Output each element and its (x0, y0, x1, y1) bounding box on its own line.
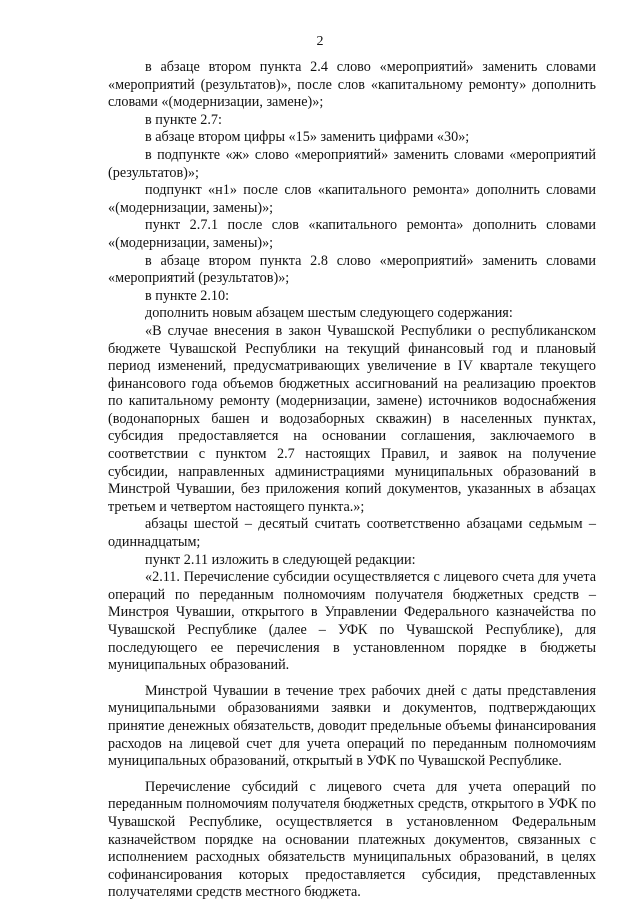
paragraph-item-2-4: в абзаце втором пункта 2.4 слово «мероприятий» заменить словами «мероприятий (результатов)», после слов «капитальному ремонту» дополнить словами «(модернизации, замене)»; (108, 59, 596, 111)
document-body (108, 59, 596, 902)
paragraph-subitem-zh: в подпункте «ж» слово «мероприятий» заменить словами «мероприятий (результатов)»; (108, 146, 596, 181)
paragraph-item-2-7-1: пункт 2.7.1 после слов «капитального ремонта» дополнить словами «(модернизации, замены)»; (108, 217, 596, 251)
paragraph-item-2-7: в пункте 2.7: (145, 111, 222, 128)
paragraph-renumbering: абзацы шестой – десятый считать соответственно абзацами седьмым – одиннадцатым; (108, 516, 596, 551)
paragraph-item-2-10: в пункте 2.10: (145, 287, 230, 304)
paragraph-item-2-11-text: «2.11. Перечисление субсидии осуществляется с лицевого счета для учета операций по переданным полномочиям получателя бюджетных средств – Минстроя Чувашии, открытого в Управлении Федерального казначейства по Чувашской Республике (далее – УФК по Чувашской Республике), для последующего ее перечисления в установленном порядке в бюджеты муниципальных образований. (108, 569, 596, 674)
paragraph-subsidy-transfer: Перечисление субсидий с лицевого счета для учета операций по переданным полномочиям получателя бюджетных средств, открытого в УФК по Чувашской Республике, осуществляется в установленном Федеральным казначейством порядке на основании платежных документов, связанных с исполнением расходных обязательств муниципальных образований, в целях софинансирования которых предоставляется субсидия, представленных получателями средств местного бюджета. (108, 778, 596, 901)
paragraph-add-sixth: дополнить новым абзацем шестым следующего содержания: (145, 305, 513, 322)
paragraph-quoted-addition: «В случае внесения в закон Чувашской Республики о республиканском бюджете Чувашской Республики на текущий финансовый год и плановый период изменений, предусматривающих увеличение в IV квартале текущего финансового года объемов бюджетных ассигнований на реализацию проектов по капитальному ремонту (модернизации, замене) источников водоснабжения (водонапорных башен и водозаборных скважин) в населенных пунктах, субсидия предоставляется на основании соглашения, заключаемого в соответствии с пунктом 2.7 настоящих Правил, и заявок на получение субсидии, направленных администрациями муниципальных образований в Минстрой Чувашии, без приложения копий документов, указанных в абзацах третьем и четвертом настоящего пункта.»; (108, 322, 596, 515)
page-number: 2 (316, 34, 324, 49)
paragraph-minstroy-limits: Минстрой Чувашии в течение трех рабочих дней с даты представления муниципальными образованиями заявки и документов, подтверждающих принятие денежных обязательств, доводит предельные объемы финансирования расходов на лицевой счет для учета операций по переданным полномочиям муниципальных образований, открытый в УФК по Чувашской Республике. (108, 682, 596, 770)
paragraph-item-2-8: в абзаце втором пункта 2.8 слово «мероприятий» заменить словами «мероприятий (результатов)»; (108, 252, 596, 287)
paragraph-item-2-11-heading: пункт 2.11 изложить в следующей редакции: (145, 551, 416, 568)
paragraph-subitem-n1: подпункт «н1» после слов «капитального ремонта» дополнить словами «(модернизации, замены)»; (108, 182, 596, 216)
paragraph-digits-change: в абзаце втором цифры «15» заменить цифрами «30»; (145, 129, 470, 146)
